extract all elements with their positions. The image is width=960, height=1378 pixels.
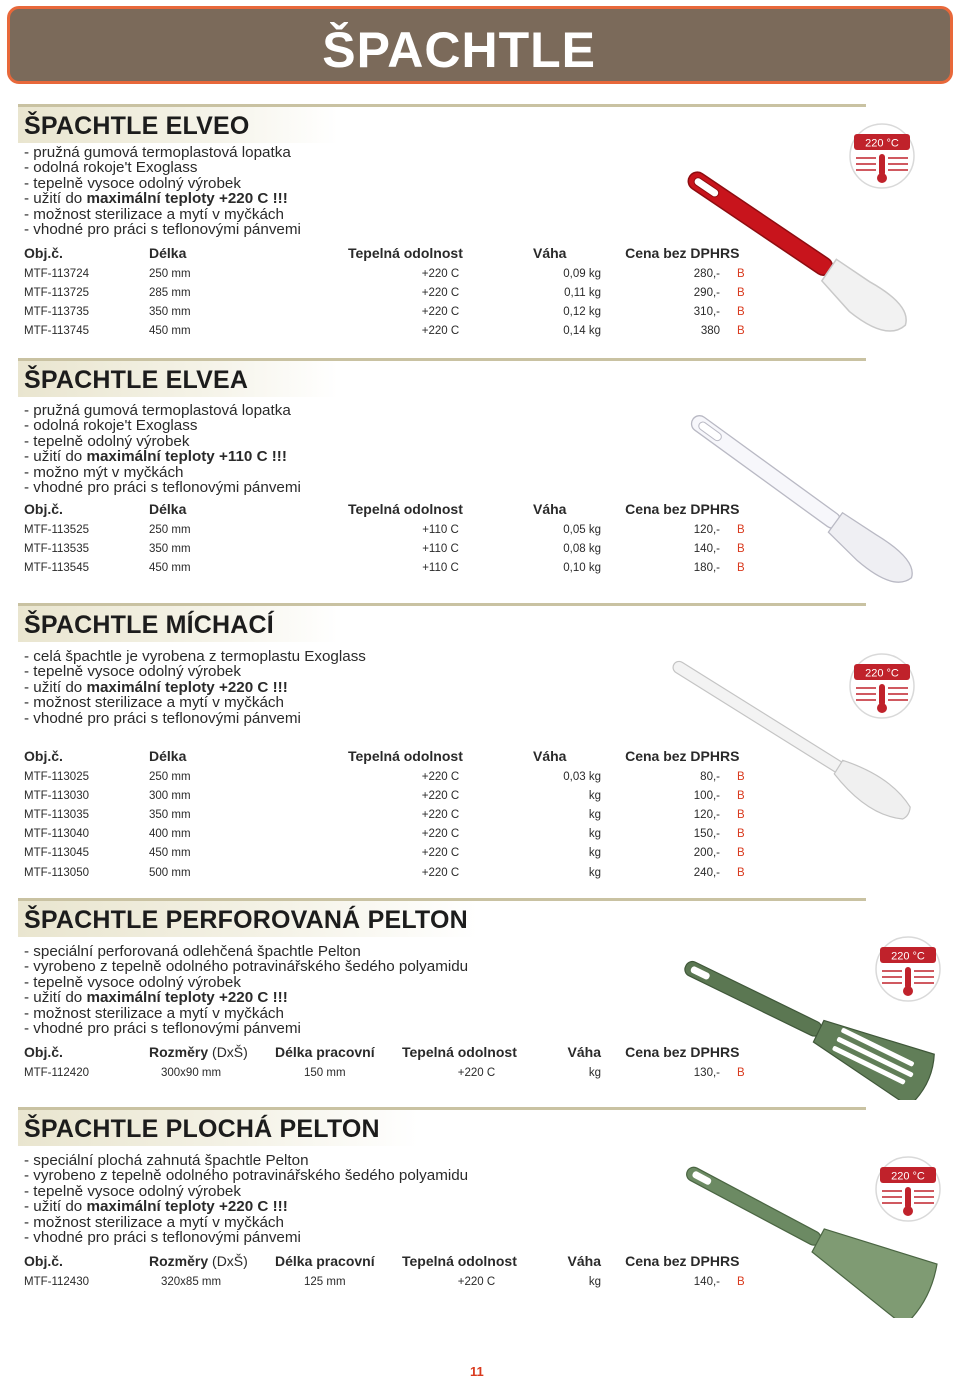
cell-price: 280,- (693, 267, 720, 280)
cell-weight: 0,14 kg (563, 325, 601, 338)
col-header: Cena bez DPH (625, 245, 720, 261)
table-header (24, 242, 736, 264)
col-header: RS (720, 1044, 740, 1060)
cell-weight: kg (588, 847, 601, 860)
cell-code: MTF-113535 (24, 542, 89, 555)
feature-item: - možnost sterilizace a mytí v myčkách (24, 1004, 284, 1022)
cell-rs: B (737, 325, 745, 338)
col-header: Tepelná odolnost (348, 501, 463, 517)
table-row (24, 805, 736, 824)
cell-length: 500 mm (149, 866, 191, 879)
feature-list (24, 944, 468, 1036)
table-header (24, 745, 736, 767)
feature-item: - speciální perforovaná odlehčená špachtle Pelton (24, 943, 361, 960)
cell-price: 200,- (693, 847, 720, 860)
feature-item: - odolná rokoje't Exoglass (24, 417, 198, 435)
col-header: RS (720, 1253, 740, 1269)
table-row (24, 844, 736, 863)
cell-code: MTF-113724 (24, 267, 89, 280)
table-row (24, 767, 736, 786)
col-header: Váha (567, 1253, 601, 1269)
temperature-220-badge (848, 652, 916, 720)
feature-item: - celá špachtle je vyrobena z termoplastu Exoglass (24, 648, 366, 665)
table-header (24, 1250, 736, 1272)
product-table (24, 1041, 745, 1082)
cell-length: 450 mm (149, 561, 191, 574)
col-header: Délka (149, 748, 187, 764)
feature-list (24, 403, 301, 495)
cell-price: 240,- (693, 866, 720, 879)
cell-price: 150,- (693, 828, 720, 841)
cell-code: MTF-113040 (24, 828, 89, 841)
table-row (24, 520, 736, 539)
cell-weight: kg (588, 808, 601, 821)
cell-heat: +220 C (421, 828, 460, 841)
table-row (24, 786, 736, 805)
col-header: Cena bez DPH (625, 501, 720, 517)
cell-rs: B (737, 1066, 745, 1079)
cell-dimensions: 300x90 mm (161, 1066, 222, 1079)
feature-item: - užití do maximální teploty +220 C !!! (24, 190, 288, 208)
cell-rs: B (737, 789, 745, 802)
cell-heat: +220 C (421, 770, 460, 783)
cell-code: MTF-113725 (24, 286, 89, 299)
cell-weight: 0,10 kg (563, 561, 601, 574)
table-header (24, 1041, 736, 1063)
cell-heat: +220 C (421, 305, 460, 318)
cell-heat: +110 C (422, 561, 459, 574)
cell-rs: B (737, 561, 745, 574)
feature-item: - tepelně vysoce odolný výrobek (24, 174, 241, 192)
feature-item: - vhodné pro práci s teflonovými pánvemi (24, 1228, 301, 1246)
cell-weight: 0,12 kg (563, 305, 601, 318)
col-header: Rozměry (DxŠ) (149, 1044, 248, 1060)
feature-item: - možnost sterilizace a mytí v myčkách (24, 205, 284, 223)
cell-rs: B (737, 847, 745, 860)
cell-weight: 0,08 kg (563, 542, 601, 555)
col-header: Obj.č. (24, 501, 63, 517)
feature-list (24, 145, 301, 237)
cell-length: 300 mm (149, 789, 191, 802)
cell-rs: B (737, 523, 745, 536)
cell-weight: kg (588, 789, 601, 802)
table-header (24, 498, 736, 520)
cell-length: 250 mm (149, 770, 191, 783)
cell-code: MTF-113030 (24, 789, 89, 802)
section-title: ŠPACHTLE PLOCHÁ PELTON (18, 1110, 418, 1146)
spatula-white-handle-image (660, 370, 940, 595)
table-row (24, 863, 736, 882)
cell-length: 350 mm (149, 808, 191, 821)
col-header: Délka (149, 245, 187, 261)
feature-item: - tepelně vysoce odolný výrobek (24, 1182, 241, 1200)
cell-code: MTF-113735 (24, 305, 89, 318)
cell-code: MTF-113525 (24, 523, 89, 536)
col-header: Cena bez DPH (625, 748, 720, 764)
feature-item: - pružná gumová termoplastová lopatka (24, 402, 291, 419)
temperature-220-badge (874, 935, 942, 1003)
feature-item: - užití do maximální teploty +220 C !!! (24, 989, 288, 1007)
cell-working-length: 125 mm (304, 1275, 346, 1288)
cell-rs: B (737, 542, 745, 555)
feature-item: - užití do maximální teploty +110 C !!! (24, 448, 287, 466)
cell-price: 120,- (693, 523, 720, 536)
cell-weight: 0,09 kg (563, 267, 601, 280)
feature-item: - tepelně vysoce odolný výrobek (24, 973, 241, 991)
feature-item: - tepelně vysoce odolný výrobek (24, 663, 241, 681)
cell-heat: +220 C (457, 1066, 496, 1079)
col-header: RS (720, 245, 740, 261)
col-header: Délka pracovní (275, 1044, 375, 1060)
cell-rs: B (737, 770, 745, 783)
badge-label: 220 °C (865, 137, 899, 150)
col-header: Délka pracovní (275, 1253, 375, 1269)
cell-rs: B (737, 267, 745, 280)
col-header: Obj.č. (24, 1253, 63, 1269)
product-table (24, 1250, 745, 1291)
col-header: Cena bez DPH (625, 1044, 720, 1060)
cell-heat: +220 C (421, 847, 460, 860)
table-row (24, 539, 736, 558)
cell-price: 100,- (693, 789, 720, 802)
cell-heat: +220 C (421, 286, 460, 299)
cell-rs: B (737, 808, 745, 821)
cell-rs: B (737, 286, 745, 299)
cell-price: 310,- (693, 305, 720, 318)
cell-weight: kg (588, 1066, 601, 1079)
feature-item: - možnost sterilizace a mytí v myčkách (24, 1213, 284, 1231)
cell-rs: B (737, 866, 745, 879)
cell-weight: kg (588, 866, 601, 879)
feature-item: - vyrobeno z tepelně odolného potravinářského šedého polyamidu (24, 1167, 469, 1185)
mixing-spatula-image (650, 615, 940, 835)
product-table (24, 242, 745, 341)
feature-item: - vhodné pro práci s teflonovými pánvemi (24, 220, 301, 238)
cell-rs: B (737, 1275, 745, 1288)
section-title: ŠPACHTLE ELVEO (18, 107, 338, 143)
product-table (24, 745, 745, 882)
col-header: Obj.č. (24, 245, 63, 261)
table-row (24, 825, 736, 844)
cell-length: 350 mm (149, 542, 191, 555)
cell-rs: B (737, 828, 745, 841)
badge-label: 220 °C (891, 950, 925, 963)
cell-weight: kg (588, 1275, 601, 1288)
feature-item: - vhodné pro práci s teflonovými pánvemi (24, 478, 301, 496)
cell-code: MTF-112430 (24, 1275, 89, 1288)
cell-heat: +220 C (421, 789, 460, 802)
feature-item: - možno mýt v myčkách (24, 463, 184, 481)
table-row (24, 1272, 736, 1291)
feature-item: - možnost sterilizace a mytí v myčkách (24, 694, 284, 712)
cell-weight: 0,03 kg (563, 770, 601, 783)
cell-heat: +220 C (421, 325, 460, 338)
feature-item: - speciální plochá zahnutá špachtle Pelton (24, 1152, 309, 1169)
cell-code: MTF-113545 (24, 561, 89, 574)
feature-item: - tepelně odolný výrobek (24, 432, 190, 450)
cell-price: 80,- (700, 770, 720, 783)
col-header: Rozměry (DxŠ) (149, 1253, 248, 1269)
cell-weight: 0,05 kg (563, 523, 601, 536)
cell-heat: +220 C (457, 1275, 496, 1288)
col-header: Váha (533, 748, 567, 764)
cell-code: MTF-113025 (24, 770, 89, 783)
cell-length: 250 mm (149, 523, 191, 536)
temperature-220-badge (874, 1155, 942, 1223)
col-header: Tepelná odolnost (348, 748, 463, 764)
section-title: ŠPACHTLE MÍCHACÍ (18, 606, 338, 642)
feature-item: - vhodné pro práci s teflonovými pánvemi (24, 1019, 301, 1037)
cell-weight: 0,11 kg (564, 286, 601, 299)
cell-heat: +110 C (422, 542, 459, 555)
cell-price: 290,- (693, 286, 720, 299)
cell-heat: +220 C (421, 808, 460, 821)
col-header: RS (720, 748, 740, 764)
table-row (24, 264, 736, 283)
feature-list (24, 649, 366, 726)
feature-item: - pružná gumová termoplastová lopatka (24, 144, 291, 161)
table-row (24, 302, 736, 321)
cell-price: 380 (700, 325, 720, 338)
cell-length: 400 mm (149, 828, 191, 841)
cell-rs: B (737, 305, 745, 318)
feature-item: - užití do maximální teploty +220 C !!! (24, 678, 288, 696)
cell-heat: +110 C (422, 523, 459, 536)
col-header: Délka (149, 501, 187, 517)
cell-length: 450 mm (149, 847, 191, 860)
col-header: Tepelná odolnost (402, 1253, 517, 1269)
cell-heat: +220 C (421, 267, 460, 280)
cell-code: MTF-113035 (24, 808, 89, 821)
feature-list (24, 1153, 468, 1245)
cell-code: MTF-113050 (24, 866, 89, 879)
col-header: Obj.č. (24, 748, 63, 764)
col-header: Obj.č. (24, 1044, 63, 1060)
cell-code: MTF-113045 (24, 847, 89, 860)
col-header: Tepelná odolnost (402, 1044, 517, 1060)
col-header: RS (720, 501, 740, 517)
cell-dimensions: 320x85 mm (161, 1275, 222, 1288)
table-row (24, 322, 736, 341)
temperature-220-badge (848, 122, 916, 190)
cell-heat: +220 C (421, 866, 460, 879)
cell-price: 130,- (693, 1066, 720, 1079)
cell-length: 250 mm (149, 267, 191, 280)
cell-price: 120,- (693, 808, 720, 821)
section-title: ŠPACHTLE ELVEA (18, 361, 338, 397)
table-row (24, 1063, 736, 1082)
col-header: Váha (533, 245, 567, 261)
header-banner (7, 6, 953, 84)
cell-length: 450 mm (149, 325, 191, 338)
col-header: Váha (533, 501, 567, 517)
page-number: 11 (470, 1364, 484, 1378)
badge-label: 220 °C (891, 1170, 925, 1183)
table-row (24, 283, 736, 302)
cell-working-length: 150 mm (304, 1066, 346, 1079)
cell-price: 140,- (693, 1275, 720, 1288)
feature-item: - vyrobeno z tepelně odolného potravinářského šedého polyamidu (24, 958, 469, 976)
feature-item: - užití do maximální teploty +220 C !!! (24, 1198, 288, 1216)
section-title: ŠPACHTLE PERFOROVANÁ PELTON (18, 901, 478, 937)
badge-label: 220 °C (865, 667, 899, 680)
table-row (24, 558, 736, 577)
col-header: Cena bez DPH (625, 1253, 720, 1269)
cell-length: 350 mm (149, 305, 191, 318)
cell-code: MTF-113745 (24, 325, 89, 338)
cell-code: MTF-112420 (24, 1066, 89, 1079)
feature-item: - odolná rokoje't Exoglass (24, 159, 198, 177)
cell-price: 140,- (693, 542, 720, 555)
page-title: ŠPACHTLE (322, 22, 596, 78)
col-header: Váha (567, 1044, 601, 1060)
feature-item: - vhodné pro práci s teflonovými pánvemi (24, 709, 301, 727)
cell-price: 180,- (693, 561, 720, 574)
cell-weight: kg (588, 828, 601, 841)
cell-length: 285 mm (149, 286, 191, 299)
col-header: Tepelná odolnost (348, 245, 463, 261)
product-table (24, 498, 745, 578)
